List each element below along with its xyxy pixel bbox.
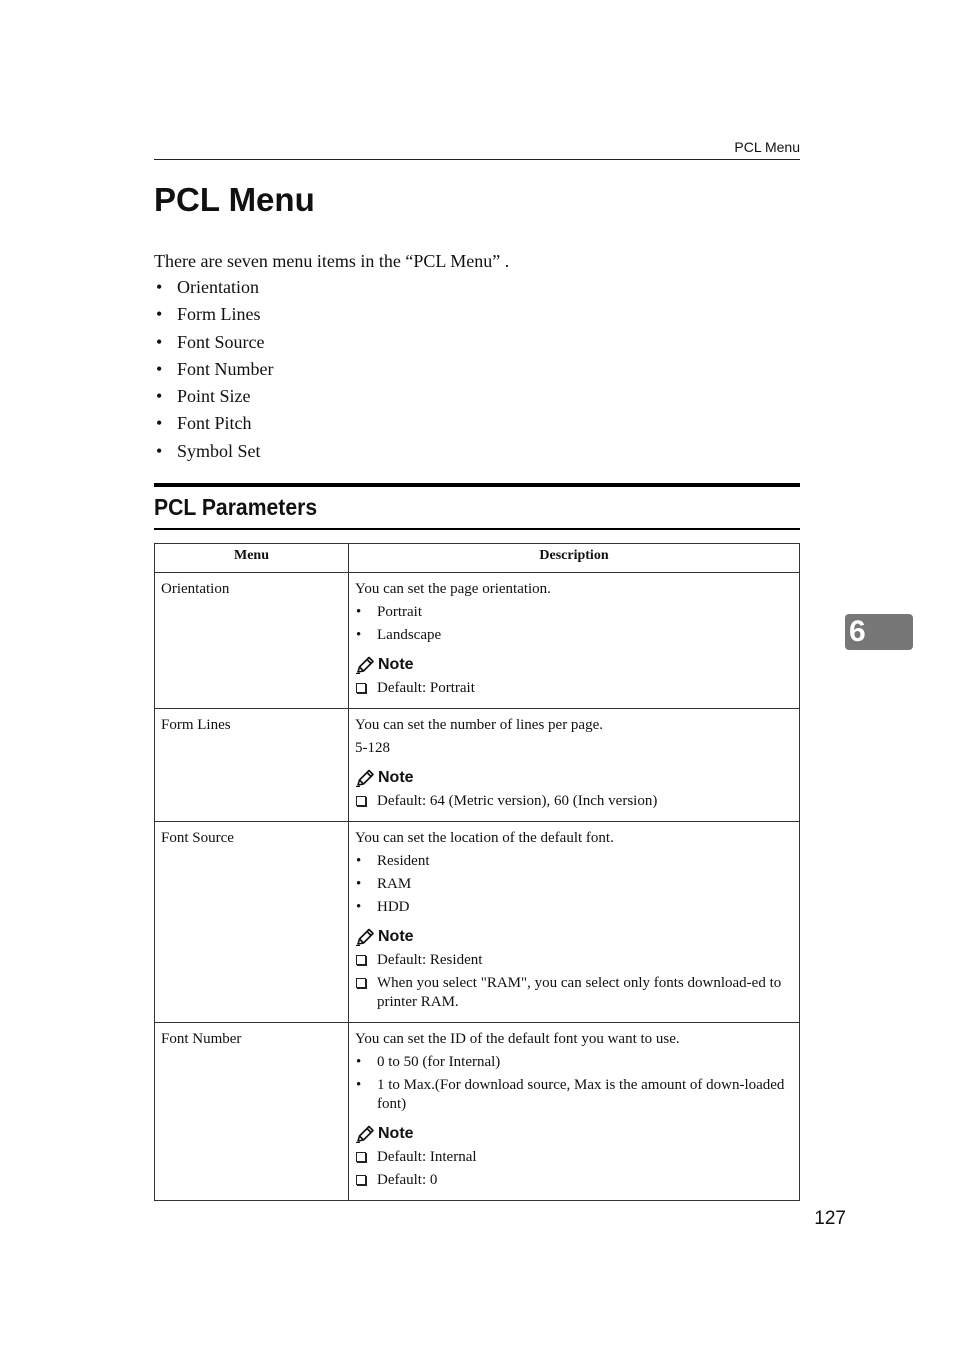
chapter-tab: 6 xyxy=(845,614,913,650)
note-item: Default: Internal xyxy=(355,1148,793,1167)
option-list xyxy=(355,1053,793,1114)
list-item: • Font Source xyxy=(154,329,274,356)
menu-cell: Orientation xyxy=(155,573,349,709)
note-list xyxy=(355,679,793,698)
list-item: • Point Size xyxy=(154,383,274,410)
section-divider-bottom xyxy=(154,528,800,530)
page-number: 127 xyxy=(814,1208,846,1229)
note-item: Default: Resident xyxy=(355,951,793,970)
section-divider-top xyxy=(154,483,800,487)
table-row xyxy=(155,1023,800,1201)
description-cell xyxy=(349,822,800,1023)
description-cell xyxy=(349,709,800,822)
section-title: PCL Parameters xyxy=(154,494,318,520)
table-row xyxy=(155,709,800,822)
description-text: You can set the number of lines per page. xyxy=(355,717,603,733)
list-item: • Landscape xyxy=(355,626,793,645)
option-list xyxy=(355,852,793,917)
note-list xyxy=(355,792,793,811)
note-item: Default: 64 (Metric version), 60 (Inch version) xyxy=(355,792,793,811)
list-item: • Form Lines xyxy=(154,301,274,328)
pencil-note-icon xyxy=(355,656,375,674)
table-row xyxy=(155,573,800,709)
table-header-row xyxy=(155,544,800,573)
note-list xyxy=(355,951,793,1012)
value-range: 5-128 xyxy=(355,740,390,756)
list-item: • Font Pitch xyxy=(154,410,274,437)
description-text: You can set the page orientation. xyxy=(355,581,551,597)
table-row xyxy=(155,822,800,1023)
note-heading xyxy=(355,767,793,789)
note-heading xyxy=(355,1123,793,1145)
list-item: • Font Number xyxy=(154,356,274,383)
list-item: • Portrait xyxy=(355,603,793,622)
page-title: PCL Menu xyxy=(154,181,315,218)
list-item: • Resident xyxy=(355,852,793,871)
pencil-note-icon xyxy=(355,1125,375,1143)
note-list xyxy=(355,1148,793,1190)
list-item: • RAM xyxy=(355,875,793,894)
running-header: PCL Menu xyxy=(154,137,800,160)
pcl-parameters-table xyxy=(154,543,800,1201)
note-label: Note xyxy=(378,928,414,945)
note-item: Default: Portrait xyxy=(355,679,793,698)
note-heading xyxy=(355,926,793,948)
option-list xyxy=(355,603,793,645)
note-label: Note xyxy=(378,656,414,673)
list-item: • 0 to 50 (for Internal) xyxy=(355,1053,793,1072)
column-header-description: Description xyxy=(349,544,800,573)
menu-cell: Font Source xyxy=(155,822,349,1023)
intro-text: There are seven menu items in the “PCL Menu” . xyxy=(154,251,510,271)
pencil-note-icon xyxy=(355,769,375,787)
note-item: Default: 0 xyxy=(355,1171,793,1190)
menu-cell: Form Lines xyxy=(155,709,349,822)
list-item: • 1 to Max.(For download source, Max is the amount of down-loaded font) xyxy=(355,1076,793,1114)
note-item: When you select "RAM", you can select only fonts download-ed to printer RAM. xyxy=(355,974,793,1012)
note-label: Note xyxy=(378,1125,414,1142)
pencil-note-icon xyxy=(355,928,375,946)
description-text: You can set the ID of the default font you want to use. xyxy=(355,1031,680,1047)
description-cell xyxy=(349,1023,800,1201)
menu-items-list xyxy=(154,274,274,465)
list-item: • Symbol Set xyxy=(154,438,274,465)
column-header-menu: Menu xyxy=(155,544,349,573)
note-heading xyxy=(355,654,793,676)
list-item: • Orientation xyxy=(154,274,274,301)
note-label: Note xyxy=(378,769,414,786)
description-text: You can set the location of the default font. xyxy=(355,830,614,846)
description-cell xyxy=(349,573,800,709)
list-item: • HDD xyxy=(355,898,793,917)
menu-cell: Font Number xyxy=(155,1023,349,1201)
